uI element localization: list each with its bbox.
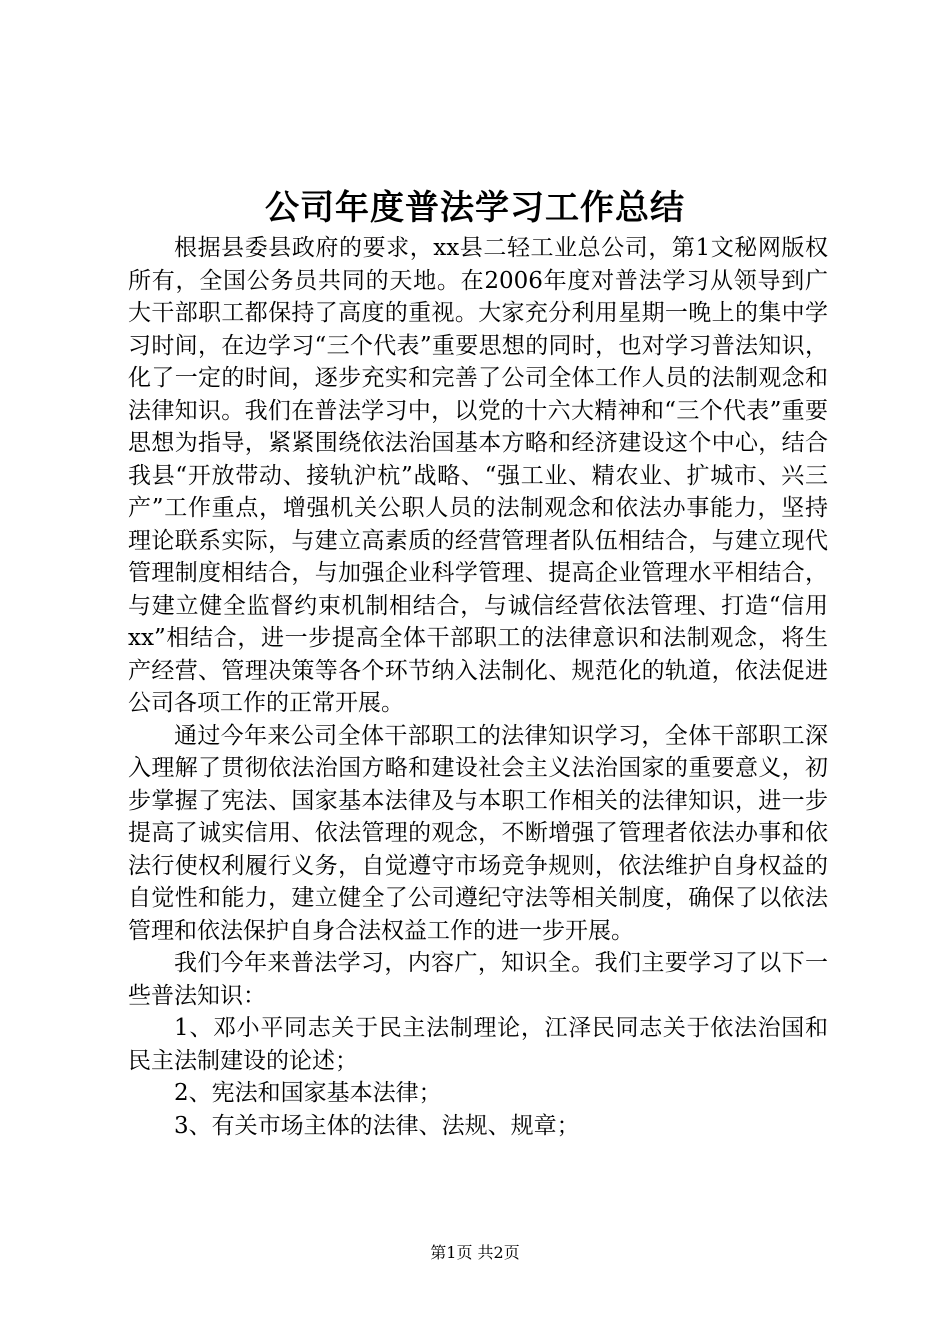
page-footer: 第1页 共2页 [430,1243,520,1262]
list-item: 2、宪法和国家基本法律； [174,1080,442,1106]
paragraph: 通过今年来公司全体干部职工的法律知识学习，全体干部职工深入理解了贯彻依法治国方略和建设社会主义法治国家的重要意义，初步掌握了宪法、国家基本法律及与本职工作相关的法律知识，进一步提高了诚实信用、依法管理的观念，不断增强了管理者依法办事和依法行使权利履行义务，自觉遵守市场竞争规则，依法维护自身权益的自觉性和能力，建立健全了公司遵纪守法等相关制度，确保了以依法管理和依法保护自身合法权益工作的进一步开展。 [128,722,828,944]
document-body [128,232,828,1142]
paragraph: 根据县委县政府的要求，xx县二轻工业总公司，第1文秘网版权所有，全国公务员共同的天地。在2006年度对普法学习从领导到广大干部职工都保持了高度的重视。大家充分利用星期一晚上的集中学习时间，在边学习“三个代表”重要思想的同时，也对学习普法知识，化了一定的时间，逐步充实和完善了公司全体工作人员的法制观念和法律知识。我们在普法学习中，以党的十六大精神和“三个代表”重要思想为指导，紧紧围绕依法治国基本方略和经济建设这个中心，结合我县“开放带动、接轨沪杭”战略、“强工业、精农业、扩城市、兴三产”工作重点，增强机关公职人员的法制观念和依法办事能力，坚持理论联系实际，与建立高素质的经营管理者队伍相结合，与建立现代管理制度相结合，与加强企业科学管理、提高企业管理水平相结合，与建立健全监督约束机制相结合，与诚信经营依法管理、打造“信用xx”相结合，进一步提高全体干部职工的法律意识和法制观念，将生产经营、管理决策等各个环节纳入法制化、规范化的轨道，依法促进公司各项工作的正常开展。 [128,235,828,716]
list-item: 1、邓小平同志关于民主法制理论，江泽民同志关于依法治国和民主法制建设的论述； [128,1015,828,1074]
list-item: 3、有关市场主体的法律、法规、规章； [174,1112,580,1139]
document-title: 公司年度普法学习工作总结 [265,188,685,228]
paragraph: 我们今年来普法学习，内容广，知识全。我们主要学习了以下一些普法知识： [128,950,828,1009]
